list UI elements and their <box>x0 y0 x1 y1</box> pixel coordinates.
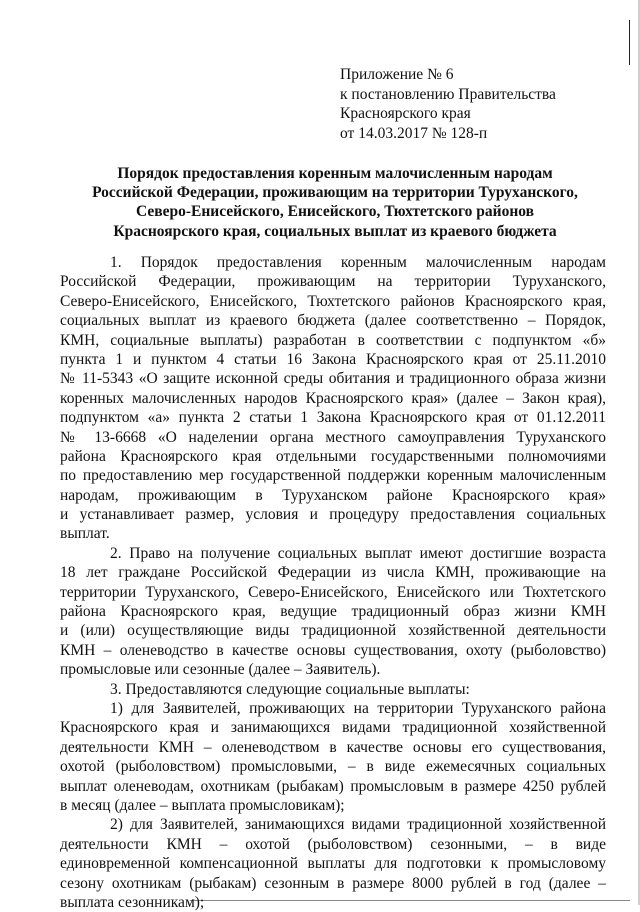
paragraph-line: социальных выплат из краевого бюджета (далее соответственно – Порядок, <box>60 312 606 330</box>
appendix-block <box>340 65 610 143</box>
paragraph-line: сезону охотникам (рыбакам) сезонным в размере 8000 рублей в год (далее – <box>60 874 606 892</box>
paragraph-line: выплат. <box>60 525 110 543</box>
paragraph-line: № 13-6668 «О наделении органа местного самоуправления Туруханского <box>60 428 606 446</box>
document-title <box>70 164 600 241</box>
document-body <box>60 253 606 912</box>
paragraph-line: подпунктом «а» пункта 2 статьи 1 Закона Красноярского края от 01.12.2011 <box>60 409 606 427</box>
appendix-line: Приложение № 6 <box>340 66 454 83</box>
paragraph-line: Российской Федерации, проживающим на территории Туруханского, <box>60 273 606 291</box>
paragraph-line: деятельности КМН – оленеводством в качестве основы его существования, <box>60 738 606 756</box>
scan-artifact <box>629 20 630 65</box>
paragraph-line: народам, проживающим в Туруханском районе Красноярского края» <box>60 486 606 504</box>
paragraph-line: Северо-Енисейского, Енисейского, Тюхтетского районов Красноярского края, <box>60 292 606 310</box>
paragraph-line: в месяц (далее – выплата промысловикам); <box>60 796 345 814</box>
paragraph-line: 1) для Заявителей, проживающих на территории Туруханского района <box>110 699 606 717</box>
paragraph-line: КМН – оленеводство в качестве основы существования, охоту (рыболовство) <box>60 641 606 659</box>
paragraph-line: Красноярского края и занимающихся видами традиционной хозяйственной <box>60 719 606 737</box>
paragraph-line: 2) для Заявителей, занимающихся видами традиционной хозяйственной <box>110 816 606 834</box>
title-line: Порядок предоставления коренным малочисленным народам <box>117 165 553 182</box>
paragraph-line: по предоставлению мер государственной поддержки коренным малочисленным <box>60 467 606 485</box>
paragraph-line: коренных малочисленных народов Красноярского края» (далее – Закон края), <box>60 389 606 407</box>
appendix-line: от 14.03.2017 № 128-п <box>340 124 488 142</box>
paragraph-line: деятельности КМН – охотой (рыболовством) сезонными, – в виде <box>60 835 606 853</box>
paragraph-line: территории Туруханского, Северо-Енисейского, Енисейского или Тюхтетского <box>60 583 606 601</box>
paragraph-line: 3. Предоставляются следующие социальные выплаты: <box>110 680 470 698</box>
paragraph-line: района Красноярского края, ведущие традиционный образ жизни КМН <box>60 603 606 621</box>
paragraph-line: и (или) осуществляющие виды традиционной хозяйственной деятельности <box>60 622 606 640</box>
title-line: Северо-Енисейского, Енисейского, Тюхтетского районов <box>135 203 535 221</box>
paragraph-line: района Красноярского края отдельными государственными полномочиями <box>60 447 606 465</box>
paragraph-line: № 11-5343 «О защите исконной среды обитания и традиционного образа жизни <box>60 370 606 388</box>
title-line: Российской Федерации, проживающим на территории Туруханского, <box>92 184 578 202</box>
paragraph-line: выплат оленеводам, охотникам (рыбакам) промысловым в размере 4250 рублей <box>60 777 606 795</box>
paragraph-line: 18 лет граждане Российской Федерации из числа КМН, проживающие на <box>60 564 606 582</box>
paragraph-line: единовременной компенсационной выплаты для подготовки к промысловому <box>60 855 606 873</box>
paragraph-line: охотой (рыболовством) промысловыми, – в виде ежемесячных социальных <box>60 758 606 776</box>
paragraph-line: 1. Порядок предоставления коренным малочисленным народам <box>110 254 606 271</box>
paragraph-line: пункта 1 и пунктом 4 статьи 16 Закона Красноярского края от 25.11.2010 <box>60 350 606 368</box>
paragraph-line: выплата сезонникам); <box>60 893 205 911</box>
paragraph-line: и устанавливает размер, условия и процедуру предоставления социальных <box>60 506 606 524</box>
paragraph-line: 2. Право на получение социальных выплат имеют достигшие возраста <box>110 544 606 562</box>
appendix-line: Красноярского края <box>340 105 471 122</box>
paragraph-line: КМН, социальные выплаты) разработан в соответствии с подпунктом «б» <box>60 331 606 349</box>
appendix-line: к постановлению Правительства <box>340 85 556 103</box>
title-line: Красноярского края, социальных выплат из краевого бюджета <box>113 222 557 240</box>
paragraph-line: промысловые или сезонные (далее – Заявитель). <box>60 661 381 679</box>
